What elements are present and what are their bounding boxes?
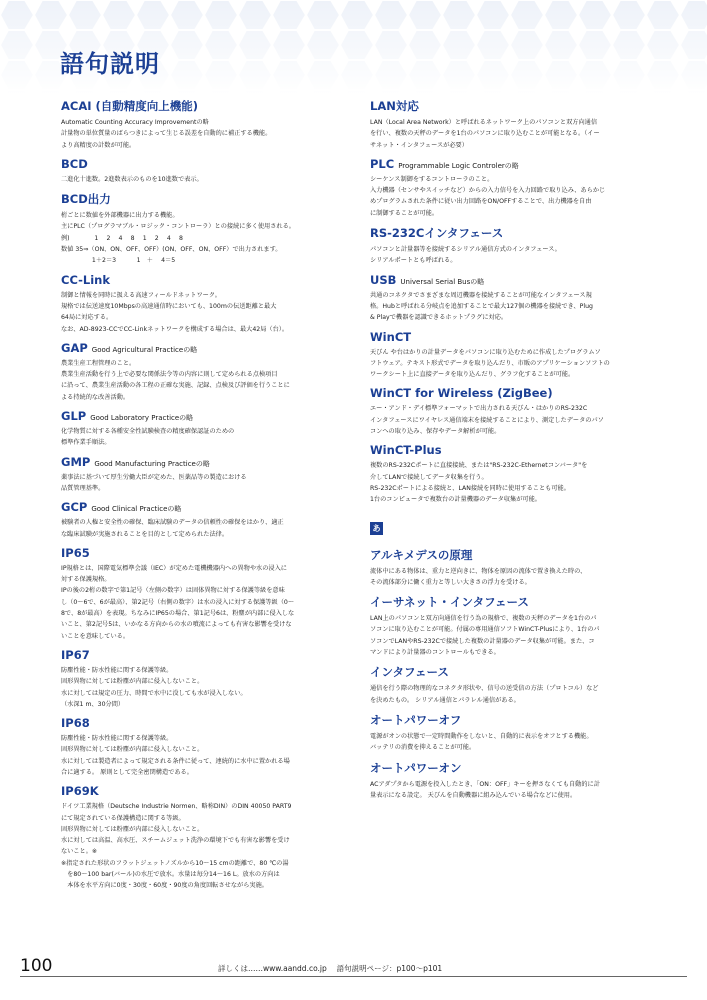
term-description: 防塵性能・防水性能に関する保護等級。 固形異物に対しては粉塵が内部に侵入しないこと。 水に対しては製造者によって規定される条件に従って、連続的に水中に置かれる場 合に適する。 原則として完全密閉構造である。 <box>61 735 290 776</box>
term-description: 薬事法に基づいて厚生労働大臣が定めた、医薬品等の製造における 品質管理基準。 <box>61 473 247 492</box>
term-description: 電源がオンの状態で一定時間動作をしないと、自動的に表示をオフとする機能。 バッテリの消費を抑えることが可能。 <box>370 732 593 752</box>
section-header <box>370 516 654 535</box>
term-description: IP規格とは、国際電気標準会議（IEC）が定めた電機機器内への異物や水の浸入に 対する保護規格。 IPの後の2桁の数字で第1記号（左側の数字）は固体異物に対する保護等級を意味 し（0～6で、6が最高）、第2記号（右側の数字）は水の浸入に対する保護等級（0～ 8で、8が最高）を表現。ちなみにIP65の場合、第1記号6は、粉塵が内部に侵入しな いこと、第2記号5は、いかなる方向からの水の噴流によっても有害な影響を受けな いことを意味している。 <box>61 564 295 640</box>
glossary-entry <box>61 455 341 495</box>
glossary-term <box>61 500 341 514</box>
term-description: 防塵性能・防水性能に関する保護等級。 固形異物に対しては粉塵が内部に侵入しないこと。 水に対しては規定の圧力、時間で水中に没しても水が浸入しない。 （水深1 m、30分間） <box>61 666 247 708</box>
glossary-term <box>61 191 341 207</box>
glossary-term <box>370 330 654 344</box>
term-name: インタフェース <box>370 665 449 680</box>
term-abbreviation: Good Manufacturing Practiceの略 <box>94 459 210 468</box>
term-name: WinCT for Wireless (ZigBee) <box>370 386 553 401</box>
term-abbreviation: Universal Serial Busの略 <box>400 277 485 286</box>
glossary-entry <box>61 157 341 185</box>
glossary-term <box>370 664 654 680</box>
term-description: 共通のコネクタでさまざまな周辺機器を接続することが可能なインタフェース規 格。Hubと呼ばれる分岐点を追加することで最大127個の機器を接続でき、Plug & Playで機器を認識できるホットプラグに対応。 <box>370 291 593 322</box>
glossary-term <box>370 712 654 728</box>
term-name: RS-232Cインタフェース <box>370 226 504 241</box>
term-description: Automatic Counting Accuracy Improvementの略 計量物の単位質量のばらつきによって生じる誤差を自動的に補正する機能。 より高精度の計数が可能。 <box>61 119 272 149</box>
page-title: 語句説明 <box>60 50 160 78</box>
glossary-entry <box>370 273 654 324</box>
glossary-term <box>61 784 341 798</box>
term-description: 天びん や台はかりの計量データをパソコンに取り込むために作成したプログラムソ フトウェア。テキスト形式でデータを取り込んだり、市販のアプリケーションソフトの ワークシート上に直接データを取り込んだり、グラフ化することが可能。 <box>370 348 610 379</box>
term-name: オートパワーオフ <box>370 712 462 727</box>
glossary-entry <box>61 273 341 335</box>
glossary-entry <box>370 157 654 219</box>
footer-divider <box>20 976 687 977</box>
term-name: WinCT <box>370 329 412 344</box>
term-name: イーサネット・インタフェース <box>370 595 529 610</box>
term-description: 制御と情報を同時に扱える高速フィールドネットワーク。 規格では伝送速度10Mbpsの高速通信時においても、100mの伝送距離と最大 64局に対応する。 なお、AD-8923-CCでCC-Linkネットワークを構成する場合は、最大42局（台）。 <box>61 291 289 333</box>
term-name: IP65 <box>61 545 90 560</box>
glossary-entry <box>61 500 341 540</box>
term-name: アルキメデスの原理 <box>370 547 473 562</box>
term-abbreviation: Good Agricultural Practiceの略 <box>91 345 198 354</box>
glossary-term <box>61 341 341 355</box>
term-name: USB <box>370 272 397 287</box>
term-name: IP69K <box>61 784 99 799</box>
glossary-entry <box>370 225 654 267</box>
glossary-entry <box>61 648 341 710</box>
term-name: IP68 <box>61 716 90 731</box>
glossary-term <box>61 273 341 287</box>
term-description: 桁ごとに数値を外部機器に出力する機能。 主にPLC（プログラマブル・ロジック・コントローラ）との接続に多く使用される。 例) 1 2 4 8 1 2 4 8 数値 35⇒（ON、ON、OFF、OFF）(ON、OFF、ON、OFF）で出力されます。 1＋2＝3 1 ＋ 4＝5 <box>61 212 295 265</box>
glossary-entry <box>370 547 654 589</box>
glossary-term <box>61 648 341 662</box>
glossary-term <box>370 273 654 287</box>
section-badge: あ <box>370 522 383 535</box>
term-name: GMP <box>61 454 91 469</box>
glossary-entry <box>61 98 341 151</box>
glossary-entry <box>370 443 654 505</box>
term-name: LAN対応 <box>370 99 419 113</box>
term-description: 化学物質に対する各種安全性試験検査の精度確保認証のための 標準作業手順法。 <box>61 428 235 447</box>
term-description: パソコンと計量器等を接続するシリアル通信方式のインタフェース。 シリアルポートとも呼ばれる。 <box>370 246 561 265</box>
term-description: 通信を行う際の物理的なコネクタ形状や、信号の送受信の方法（プロトコル）など を決めたもの。 シリアル通信とパラレル通信がある。 <box>370 685 599 704</box>
term-name: ACAI (自動精度向上機能) <box>61 99 199 113</box>
term-name: BCD出力 <box>61 192 111 207</box>
left-column <box>61 98 341 898</box>
term-name: GLP <box>61 409 87 424</box>
term-abbreviation: Programmable Logic Controlerの略 <box>398 161 519 170</box>
footer-reference: 詳しくは……www.aandd.co.jp 語句説明ページ：p100～p101 <box>218 964 443 973</box>
glossary-term <box>370 157 654 171</box>
term-name: WinCT-Plus <box>370 443 442 458</box>
glossary-entry <box>370 594 654 658</box>
glossary-entry <box>61 546 341 642</box>
glossary-term <box>370 225 654 241</box>
glossary-term <box>61 157 341 171</box>
glossary-entry <box>370 330 654 381</box>
term-description: 被験者の人権と安全性の確保、臨床試験のデータの信頼性の確保をはかり、適正 な臨床試験が実施されることを目的として定められた法律。 <box>61 519 284 538</box>
glossary-entry <box>61 341 341 403</box>
term-abbreviation: Good Laboratory Practiceの略 <box>90 414 194 423</box>
term-description: 複数のRS-232Cポートに直接接続、または"RS-232C-Ethernetコンバータ"を 介してLANで接続してデータ収集を行う。 RS-232Cポートによる接続と、LAN接続を同時に使用することも可能。 1台のコンピュータで複数台の計量機器のデータ収集が可能。 <box>370 462 588 504</box>
glossary-entry <box>61 716 341 778</box>
term-abbreviation: Good Clinical Practiceの略 <box>91 505 182 514</box>
glossary-entry <box>370 386 654 437</box>
term-name: PLC <box>370 156 395 171</box>
glossary-entry <box>61 409 341 449</box>
glossary-term <box>61 716 341 730</box>
glossary-term <box>370 547 654 563</box>
term-description: 農業生産工程管理のこと。 農業生産活動を行う上で必要な関係法令等の内容に則して定められる点検項目 に沿って、農業生産活動の各工程の正確な実施、記録、点検及び評価を行うことに よる持続的な改善活動。 <box>61 359 290 401</box>
term-name: BCD <box>61 156 88 171</box>
glossary-term <box>370 386 654 400</box>
term-name: CC-Link <box>61 272 111 287</box>
glossary-term <box>61 546 341 560</box>
term-name: GAP <box>61 340 88 355</box>
glossary-term <box>370 760 654 776</box>
glossary-term <box>370 443 654 457</box>
term-description: シーケンス制御をするコントローラのこと。 入力機器（センサやスイッチなど）からの入力信号を入力回路で取り込み、あらかじ めプログラムされた条件に従い出力回路をON/OFFすることで、出力機器を自由 に制御することが可能。 <box>370 175 606 217</box>
glossary-entry <box>370 98 654 151</box>
glossary-term <box>61 409 341 423</box>
term-description: エー・アンド・デイ標準フォーマットで出力される天びん・はかりのRS-232C インタフェースにワイヤレス通信端末を接続することにより、測定したデータのパソ コンへの取り込み、保存やデータ解析が可能。 <box>370 405 604 436</box>
term-description: 流体中にある物体は、重力と逆向きに、物体を原因の流体で置き換えた時の、 その流体部分に働く重力と等しい大きさの浮力を受ける。 <box>370 567 587 586</box>
glossary-entry <box>370 664 654 706</box>
glossary-term <box>370 98 654 114</box>
term-description: LAN（Local Area Network）と呼ばれるネットワーク上のパソコンと双方向通信 を行い、複数の天秤のデータを1台のパソコンに取り込むことが可能となる。（イー サネット・インタフェースが必要） <box>370 119 600 149</box>
term-description: LAN上のパソコンと双方向通信を行う為の規格で、複数の天秤のデータを1台のパ ソコンに取り込むことが可能。付属の専用通信ソフトWinCT-Plusにより、1台のパ ソコンでLANやRS-232Cで接続した複数の計量器のデータ収集が可能。また、コ マンドにより計量器のコントロールもできる。 <box>370 615 600 657</box>
page-number: 100 <box>20 956 53 976</box>
term-description: ACアダプタから電源を投入したとき、「ON：OFF」キーを押さなくても自動的に計 量表示になる設定。 天びんを自動機器に組み込んでいる場合などに使用。 <box>370 780 600 799</box>
term-description: ドイツ工業規格（Deutsche Industrie Normen、略称DIN）のDIN 40050 PART9 にて規定されている保護構造に関する等級。 固形異物に対しては粉塵が内部に侵入しないこと。 水に対しては高温、高水圧、スチームジェット洗浄の環境下でも有害な影響を受け ないこと。※ ※指定された形状のフラットジェットノズルから10～15 cmの距離で、80 ℃の湯 を80～100 bar(バール)の水圧で放水。水量は毎分14～16 L。放水の方向は 本体を水平方向に0度・30度・60度・90度の角度回転させながら実施。 <box>61 803 292 890</box>
glossary-entry <box>61 784 341 891</box>
glossary-entry <box>61 191 341 266</box>
glossary-entry <box>370 712 654 754</box>
glossary-entry <box>370 760 654 802</box>
glossary-term <box>370 594 654 610</box>
term-name: IP67 <box>61 647 90 662</box>
term-description: 二進化十進数。2進数表示のものを10進数で表示。 <box>61 175 203 183</box>
term-name: GCP <box>61 500 88 515</box>
right-column <box>370 98 654 807</box>
glossary-term <box>61 98 341 114</box>
term-name: オートパワーオン <box>370 760 462 775</box>
glossary-term <box>61 455 341 469</box>
